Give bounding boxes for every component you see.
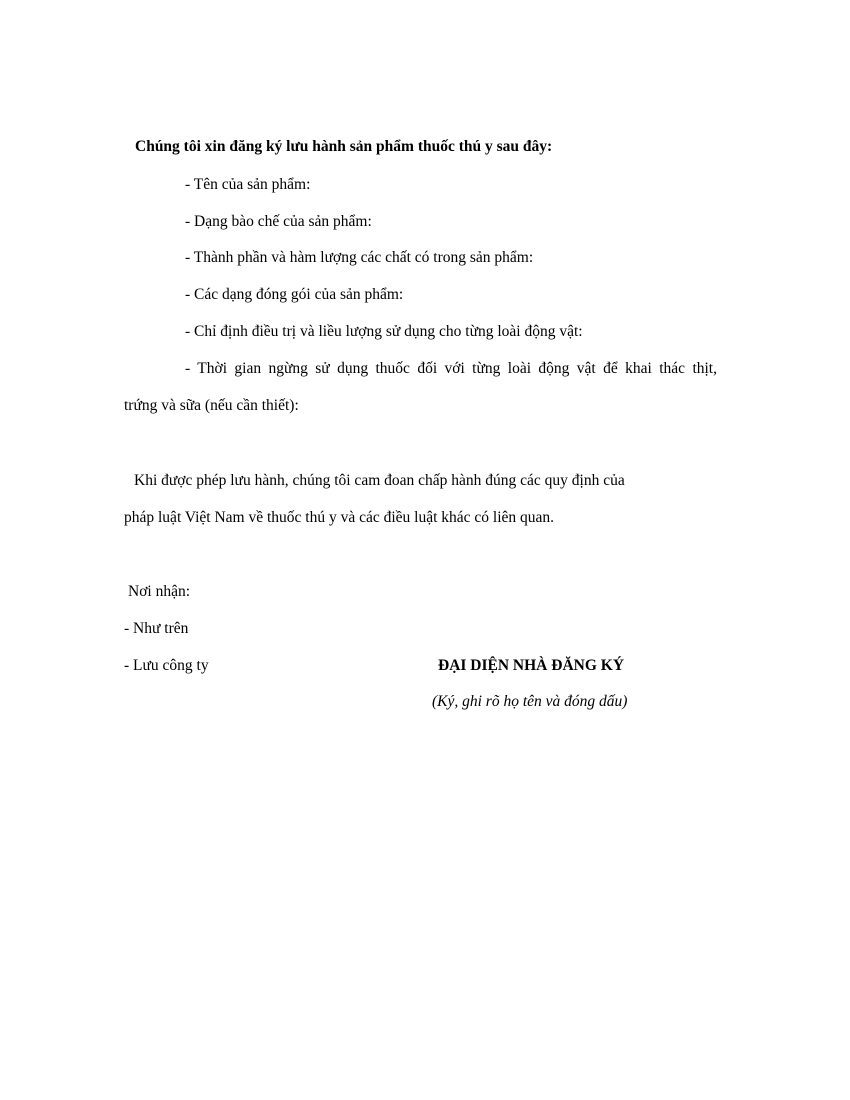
item-dosage-form: - Dạng bào chế của sản phẩm: [185,213,372,230]
item-indications: - Chỉ định điều trị và liều lượng sử dụng cho từng loài động vật: [185,323,583,340]
item-withdrawal-period: - Thời gian ngừng sử dụng thuốc đối với từng loài động vật để khai thác thịt, [185,360,717,377]
intro-heading: Chúng tôi xin đăng ký lưu hành sản phẩm thuốc thú y sau đây: [135,138,553,155]
commitment-line-1: Khi được phép lưu hành, chúng tôi cam đoan chấp hành đúng các quy định của [134,472,625,489]
item-product-name: - Tên của sản phẩm: [185,176,311,193]
commitment-line-2: pháp luật Việt Nam về thuốc thú y và các điều luật khác có liên quan. [124,509,555,526]
signature-title: ĐẠI DIỆN NHÀ ĐĂNG KÝ [438,657,625,674]
item-composition: - Thành phần và hàm lượng các chất có trong sản phẩm: [185,249,534,266]
recipient-item: - Như trên [124,620,189,637]
item-withdrawal-period-continuation: trứng và sữa (nếu cần thiết): [124,397,299,414]
signature-note: (Ký, ghi rõ họ tên và đóng dấu) [432,693,628,710]
recipient-item: - Lưu công ty [124,657,209,674]
recipients-label: Nơi nhận: [128,583,191,600]
item-packaging: - Các dạng đóng gói của sản phẩm: [185,286,404,303]
